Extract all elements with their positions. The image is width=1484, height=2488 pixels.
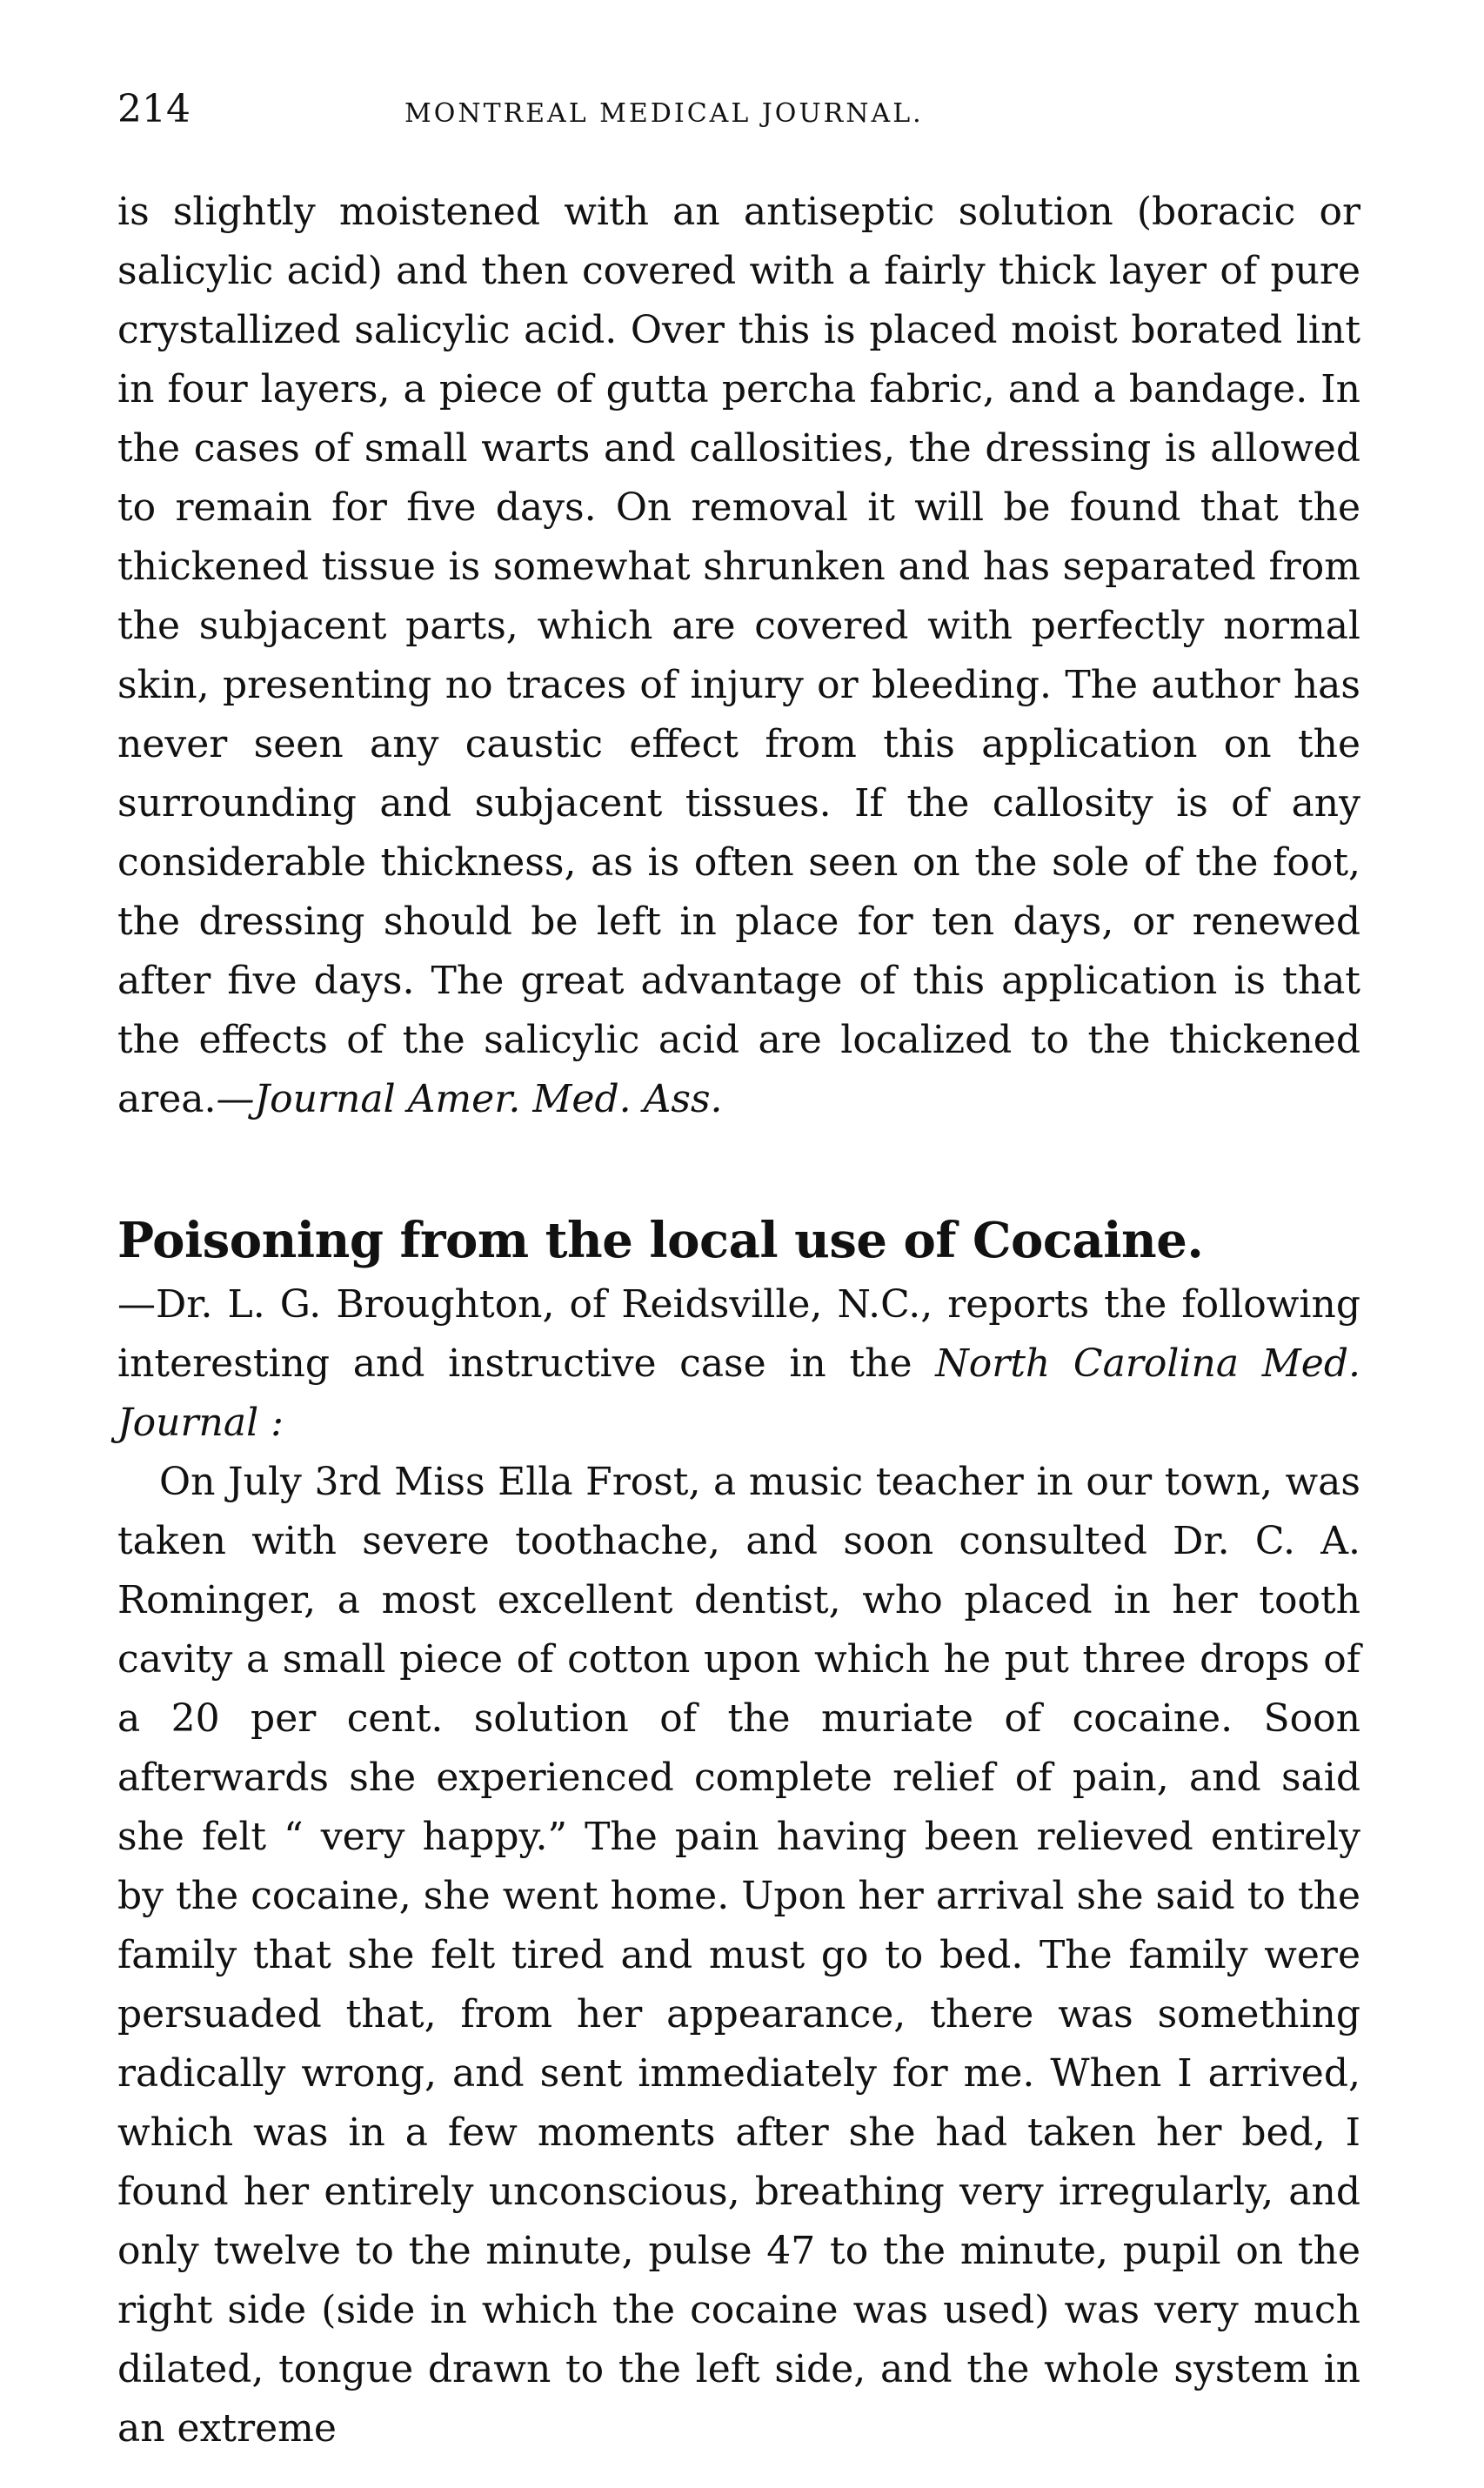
article-citation: —Journal Amer. Med. Ass. (216, 1077, 723, 1121)
section-title: Poisoning from the local use of Cocaine. (117, 1212, 1204, 1269)
article-continuation-text: is slightly moistened with an antiseptic solution (boracic or salicylic acid) and then covered with a fairly thick layer of pure crystallized salicylic acid. Over this is placed moist borated lint in four layers, a piece of gutta percha fabric, and a bandage. In the cases of small warts and callosities, the dressing is allowed to remain for five days. On removal it will be found that the thickened tissue is somewhat shrunken and has separated from the subjacent parts, which are covered with perfectly normal skin, presenting no traces of injury or bleeding. The author has never seen any caustic effect from this application on the surrounding and subjacent tissues. If the callosity is of any considerable thickness, as is often seen on the sole of the foot, the dressing should be left in place for ten days, or renewed after five days. The great advantage of this application is that the effects of the salicylic acid are localized to the thickened area. (117, 190, 1360, 1121)
intro-journal-name: North Carolina Med. Journal (117, 1341, 1360, 1445)
intro-colon: : (258, 1401, 284, 1445)
case-report-paragraph: On July 3rd Miss Ella Frost, a music teacher in our town, was taken with severe toothache, and soon consulted Dr. C. A. Rominger, a most excellent dentist, who placed in her tooth cavity a small piece of cotton upon which he put three drops of a 20 per cent. solution of the muriate of cocaine. Soon afterwards she experienced complete relief of pain, and said she felt “ very happy.” The pain having been relieved entirely by the cocaine, she went home. Upon her arrival she said to the family that she felt tired and must go to bed. The family were persuaded that, from her appearance, there was something radically wrong, and sent immediately for me. When I arrived, which was in a few moments after she had taken her bed, I found her entirely unconscious, breathing very irregularly, and only twelve to the minute, pulse 47 to the minute, pupil on the right side (side in which the cocaine was used) was very much dilated, tongue drawn to the left side, and the whole system in an extreme (117, 1460, 1360, 2451)
article-continuation-paragraph (117, 183, 1360, 1129)
page-number: 214 (117, 87, 191, 131)
journal-title: MONTREAL MEDICAL JOURNAL. (404, 98, 924, 129)
section-intro-paragraph (117, 1275, 1360, 1453)
intro-text: —Dr. L. G. Broughton, of Reidsville, N.C., reports the following interesting and instructive case in the (117, 1282, 1360, 1386)
running-head (117, 87, 1360, 139)
